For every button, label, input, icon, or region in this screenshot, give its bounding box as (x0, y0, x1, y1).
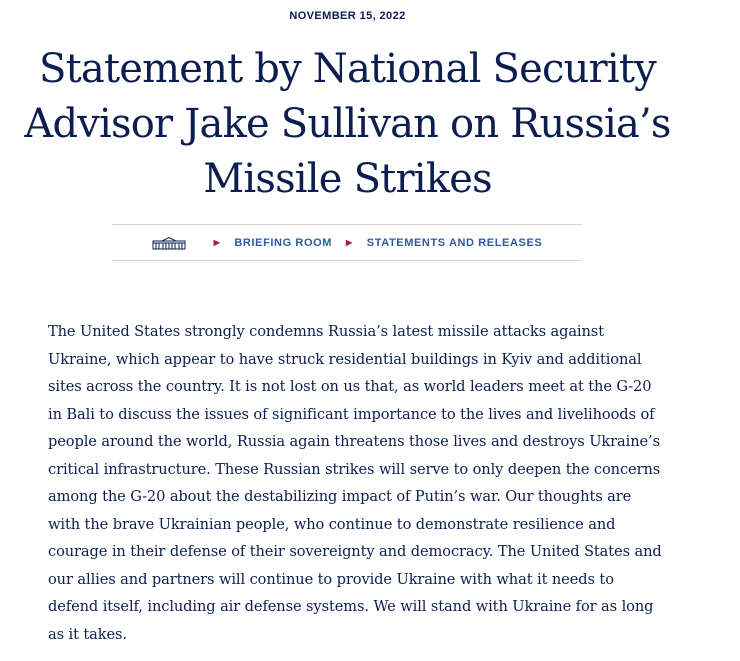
breadcrumb-statements-and-releases[interactable]: STATEMENTS AND RELEASES (366, 236, 543, 249)
white-house-icon[interactable] (152, 236, 186, 250)
page-title: Statement by National Security Advisor Jake Sullivan on Russia’s Missile Strikes (24, 46, 671, 202)
breadcrumb-briefing-room[interactable]: BRIEFING ROOM (234, 236, 333, 249)
breadcrumb (112, 224, 582, 261)
publish-date: NOVEMBER 15, 2022 (289, 10, 406, 22)
statement-body: The United States strongly condemns Russia’s latest missile attacks against Ukraine, which appear to have struck residential buildings in Kyiv and additional sites across the country. It is not lost on us that, as world leaders meet at the G-20 in Bali to discuss the issues of significant importance to the lives and livelihoods of people around the world, Russia again threatens those lives and destroys Ukraine’s critical infrastructure. These Russian strikes will serve to only deepen the concerns among the G-20 about the destabilizing impact of Putin’s war. Our thoughts are with the brave Ukrainian people, who continue to demonstrate resilience and courage in their defense of their sovereignty and democracy. The United States and our allies and partners will continue to provide Ukraine with what it needs to defend itself, including air defense systems. We will stand with Ukraine for as long as it takes. (48, 323, 662, 643)
chevron-right-icon: ▶ (346, 238, 353, 247)
chevron-right-icon: ▶ (213, 238, 221, 247)
